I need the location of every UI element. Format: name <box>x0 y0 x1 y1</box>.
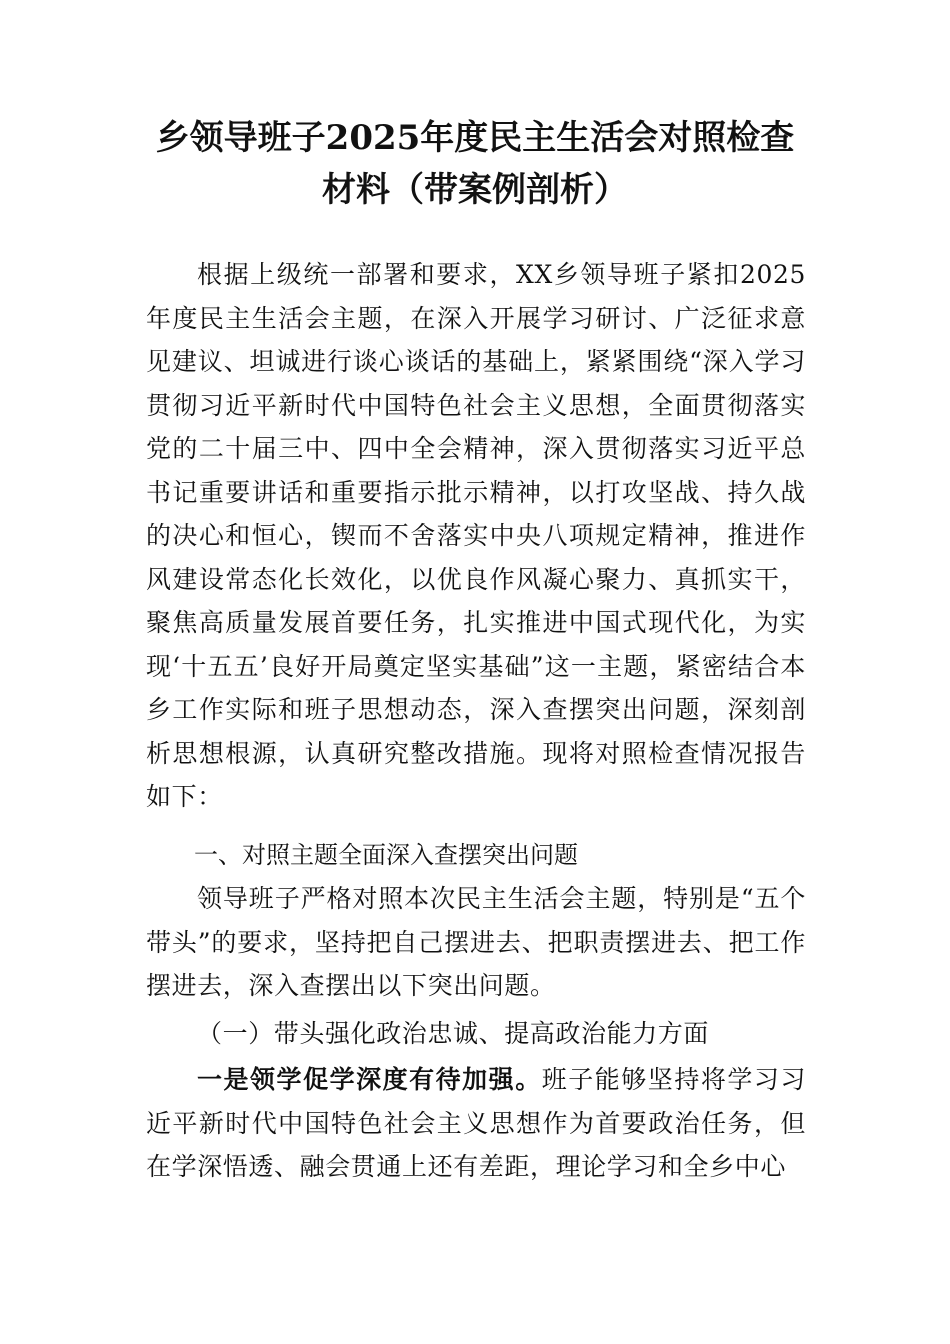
subsection-heading-1: （一）带头强化政治忠诚、提高政治能力方面 <box>197 1019 710 1048</box>
document-title <box>120 112 830 216</box>
point-1-lead: 一是领学促学深度有待加强。 <box>197 1065 542 1094</box>
title-line-1: 乡领导班子2025年度民主生活会对照检查 <box>155 118 795 158</box>
title-line-2: 材料（带案例剖析） <box>322 170 628 210</box>
intro-paragraph: 根据上级统一部署和要求，XX乡领导班子紧扣2025年度民主生活会主题，在深入开展学习研讨、广泛征求意见建议、坦诚进行谈心谈话的基础上，紧紧围绕“深入学习贯彻习近平新时代中国特色社会主义思想，全面贯彻落实党的二十届三中、四中全会精神，深入贯彻落实习近平总书记重要讲话和重要指示批示精神，以打攻坚战、持久战的决心和恒心，锲而不舍落实中央八项规定精神，推进作风建设常态化长效化，以优良作风凝心聚力、真抓实干，聚焦高质量发展首要任务，扎实推进中国式现代化，为实现‘十五五’良好开局奠定坚实基础”这一主题，紧密结合本乡工作实际和班子思想动态，深入查摆突出问题，深刻剖析思想根源，认真研究整改措施。现将对照检查情况报告如下： <box>146 260 806 811</box>
point-1-text: 班子能够坚持将学习习近平新时代中国特色社会主义思想作为首要政治任务，但在学深悟透、融会贯通上还有差距，理论学习和全乡中心 <box>146 1065 806 1181</box>
section-heading-1: 一、对照主题全面深入查摆突出问题 <box>194 841 578 869</box>
point-1-paragraph <box>146 1058 806 1189</box>
section-1-paragraph: 领导班子严格对照本次民主生活会主题，特别是“五个带头”的要求，坚持把自己摆进去、把职责摆进去、把工作摆进去，深入查摆出以下突出问题。 <box>146 884 806 1000</box>
